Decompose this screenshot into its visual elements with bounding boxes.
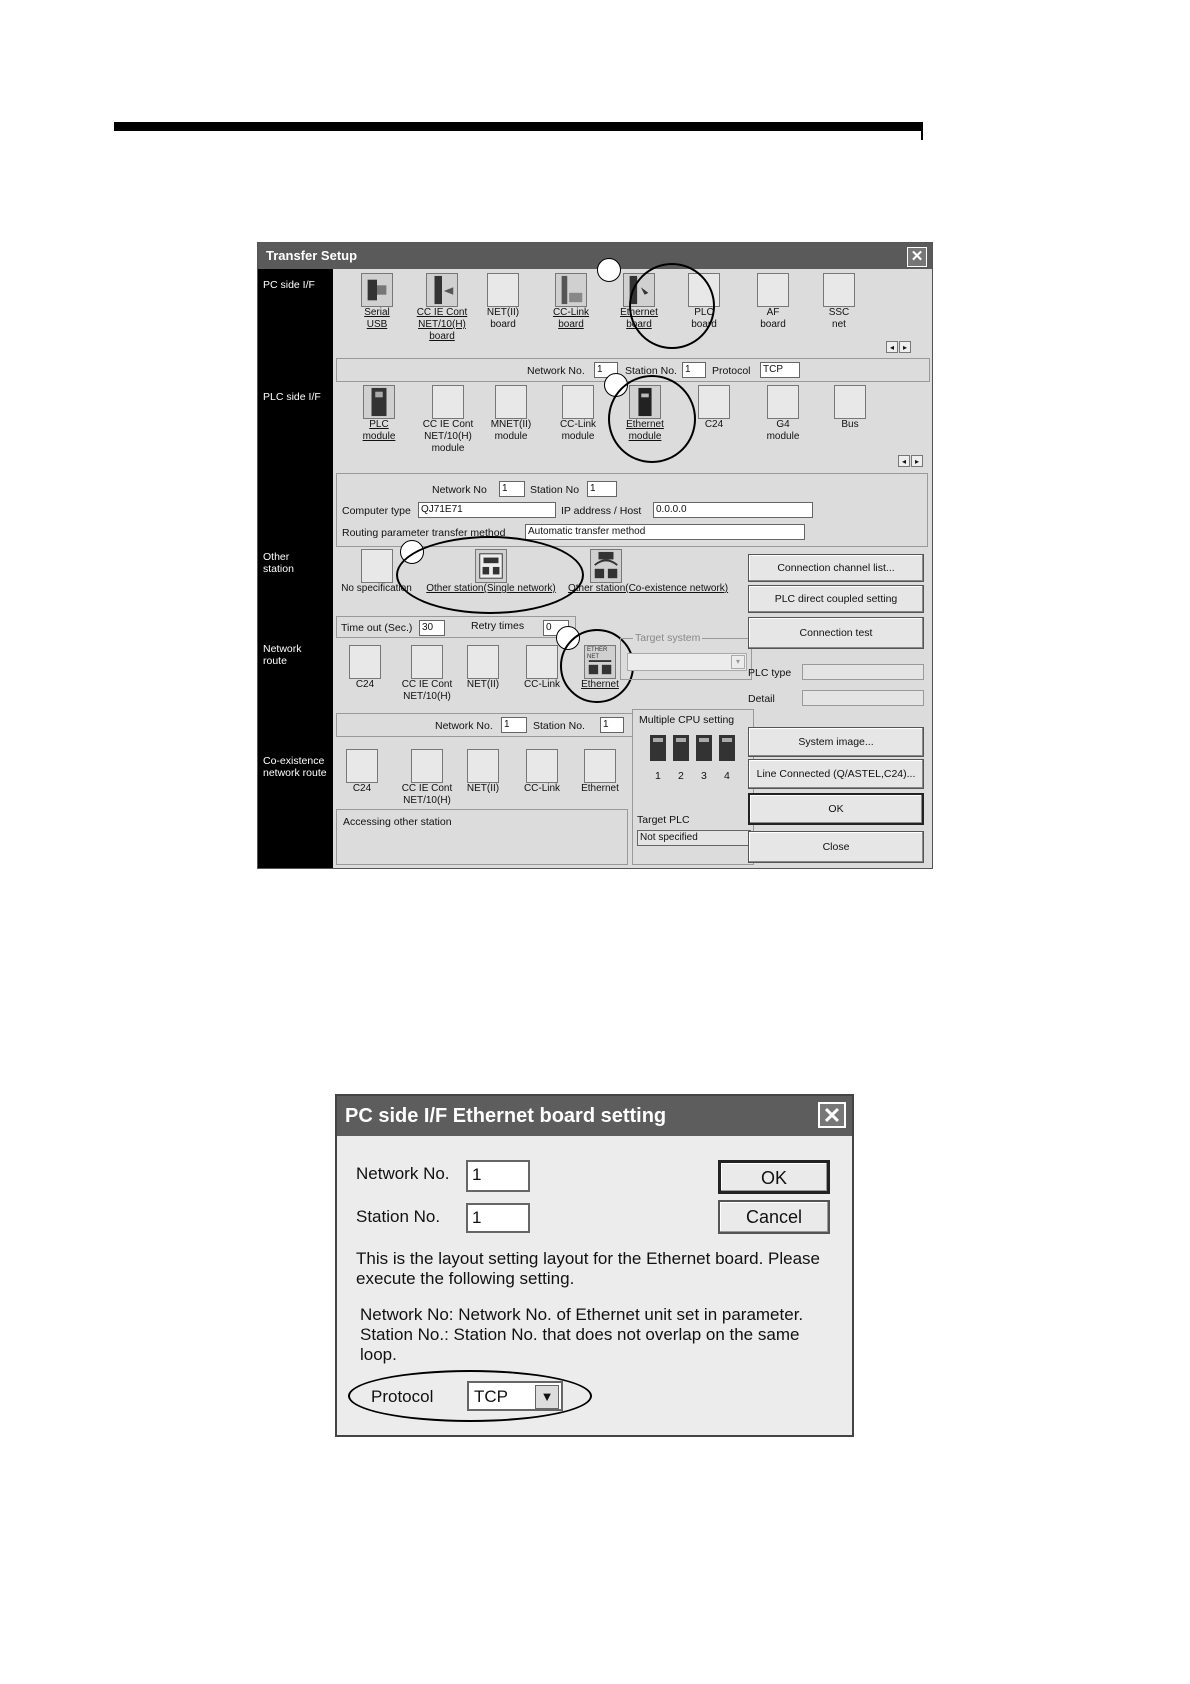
multiple-cpu-group: Multiple CPU setting 1 2 3 4 Target PLC Not specified (632, 709, 754, 865)
board-card-icon (426, 273, 458, 307)
callout-marker (597, 258, 621, 282)
plc-type-field (802, 664, 924, 680)
ok-button[interactable]: OK (718, 1160, 830, 1194)
route-cc-link[interactable]: CC-Link (519, 645, 565, 691)
route-icon (411, 645, 443, 679)
plc-info-group: Network No 1 Station No 1 Computer type QJ71E71 IP address / Host 0.0.0.0 Routing parameter transfer method Automatic transfer method (336, 473, 928, 547)
network-field[interactable]: 1 (466, 1160, 530, 1192)
timeout-field[interactable]: 30 (419, 620, 445, 636)
board-icon (757, 273, 789, 307)
plc-network-field[interactable]: 1 (499, 481, 525, 497)
ip-address-field[interactable]: 0.0.0.0 (653, 502, 813, 518)
routing-method-field[interactable]: Automatic transfer method (525, 524, 805, 540)
serial-port-icon (361, 273, 393, 307)
route-ethernet[interactable]: ETHER NET Ethernet (581, 647, 619, 690)
station-icon (361, 549, 393, 583)
module-icon (834, 385, 866, 419)
detail-field (802, 690, 924, 706)
dropdown-arrow-icon: ▾ (731, 655, 745, 669)
coex-c24[interactable]: C24 (339, 749, 385, 795)
transfer-setup-window: Transfer Setup ✕ PC side I/F PLC side I/F Other station Network route Co-existence network route Serial USB CC IE Cont NET/10(H) board NET(II) board CC-Link board Ethernet board PLC board AF board SSC net ◂ ▸ Network No. 1 Station No. 1 Protocol TCP PLC module CC IE Cont NET/10(H) module MNET(II) module CC-Link module Ethernet module C24 G4 module Bus ◂ ▸ Network No 1 Station No 1 Computer type QJ71E71 IP address / Host 0.0.0.0 Routing parameter transfer method Automatic transfer method No specification Other station(Single network) Other station(Co-existence network) Time out (Sec.) 30 Retry times 0 C24 CC IE Cont NET/10(H) NET(II) CC-Link ETHER NET Ethernet Target system ▾ Network No. 1 Station No. 1 Multiple CPU setting 1 2 3 4 Target PLC Not specified C24 CC IE Cont NET/10(H) NET(II) CC-Link Ethernet Accessing other station Connection channel list... PLC direct coupled setting Connection test PLC type Detail System image... Line Connected (Q/ASTEL,C24)... OK Close (257, 242, 933, 869)
system-image-button[interactable]: System image... (748, 727, 924, 757)
station-label: Station No. (356, 1207, 441, 1226)
line-connected-button[interactable]: Line Connected (Q/ASTEL,C24)... (748, 759, 924, 789)
target-system-select[interactable] (627, 653, 747, 671)
route-network-field[interactable]: 1 (501, 717, 527, 733)
plc-if-c24[interactable]: C24 (691, 385, 737, 431)
module-icon (698, 385, 730, 419)
pc-if-cc-link-board[interactable]: CC-Link board (548, 273, 594, 331)
route-station-field[interactable]: 1 (600, 717, 624, 733)
station-field[interactable]: 1 (466, 1203, 530, 1233)
section-column (258, 269, 333, 868)
module-icon (495, 385, 527, 419)
section-other-station: Other station (263, 551, 294, 575)
board-card-icon (555, 273, 587, 307)
coex-ethernet[interactable]: Ethernet (575, 749, 625, 795)
pc-if-ethernet-board[interactable]: Ethernet board (614, 273, 664, 331)
plc-if-plc-module[interactable]: PLC module (356, 385, 402, 443)
route-cc-ie[interactable]: CC IE Cont NET/10(H) (394, 645, 460, 703)
other-station-single-network[interactable]: Other station(Single network) (421, 549, 561, 595)
section-plc-side: PLC side I/F (263, 391, 321, 403)
pc-protocol-field[interactable]: TCP (760, 362, 800, 378)
scroll-right-icon[interactable]: ▸ (899, 341, 911, 353)
route-icon (467, 749, 499, 783)
header-rule-tick (921, 122, 923, 140)
callout-circle (608, 375, 696, 463)
ethernet-route-icon: ETHER NET (584, 645, 616, 679)
section-network-route: Network route (263, 643, 302, 667)
ethernet-board-dialog (335, 1094, 854, 1437)
pc-if-net-board[interactable]: NET(II) board (480, 273, 526, 331)
route-c24[interactable]: C24 (342, 645, 388, 691)
cpu-2-icon[interactable] (670, 734, 692, 762)
section-coexistence-route: Co-existence network route (263, 755, 327, 779)
scroll-right-icon[interactable]: ▸ (911, 455, 923, 467)
pc-if-af-board[interactable]: AF board (750, 273, 796, 331)
pc-station-field[interactable]: 1 (682, 362, 706, 378)
plc-if-cc-ie-module[interactable]: CC IE Cont NET/10(H) module (415, 385, 481, 455)
pc-if-plc-board[interactable]: PLC board (681, 273, 727, 331)
plc-if-cc-link-module[interactable]: CC-Link module (553, 385, 603, 443)
route-icon (346, 749, 378, 783)
section-pc-side: PC side I/F (263, 279, 315, 291)
route-net[interactable]: NET(II) (460, 645, 506, 691)
plc-station-field[interactable]: 1 (587, 481, 617, 497)
pc-if-serial-usb[interactable]: Serial USB (354, 273, 400, 331)
module-icon (767, 385, 799, 419)
callout-ellipse (396, 536, 584, 614)
plc-if-g4-module[interactable]: G4 module (760, 385, 806, 443)
header-rule (114, 122, 923, 131)
board-icon (823, 273, 855, 307)
connection-channel-list-button[interactable]: Connection channel list... (748, 554, 924, 582)
scroll-left-icon[interactable]: ◂ (898, 455, 910, 467)
dialog-title: PC side I/F Ethernet board setting (345, 1105, 667, 1127)
cancel-button[interactable]: Cancel (718, 1200, 830, 1234)
close-icon[interactable]: ✕ (907, 247, 927, 267)
plc-if-bus[interactable]: Bus (827, 385, 873, 431)
dropdown-arrow-icon[interactable]: ▼ (535, 1385, 559, 1409)
pc-network-field[interactable]: 1 (594, 362, 618, 378)
coex-net[interactable]: NET(II) (460, 749, 506, 795)
other-station-no-spec[interactable]: No specification (339, 549, 414, 595)
coex-cc-ie[interactable]: CC IE Cont NET/10(H) (394, 749, 460, 807)
plc-module-icon (363, 385, 395, 419)
coex-cc-link[interactable]: CC-Link (519, 749, 565, 795)
target-plc-field: Not specified (637, 830, 751, 846)
protocol-label: Protocol (371, 1387, 434, 1406)
target-system-group: Target system ▾ (620, 638, 752, 680)
ok-button[interactable]: OK (748, 793, 924, 825)
board-icon (487, 273, 519, 307)
scroll-left-icon[interactable]: ◂ (886, 341, 898, 353)
close-button[interactable]: Close (748, 831, 924, 863)
status-box: Accessing other station (336, 809, 628, 865)
retry-field[interactable]: 0 (543, 620, 569, 636)
plc-if-ethernet-module[interactable]: Ethernet module (620, 385, 670, 443)
plc-if-mnet-module[interactable]: MNET(II) module (486, 385, 536, 443)
route-icon (467, 645, 499, 679)
module-icon (562, 385, 594, 419)
route-icon (526, 645, 558, 679)
route-icon (411, 749, 443, 783)
callout-circle (629, 263, 715, 349)
route-icon (526, 749, 558, 783)
cpu-4-icon[interactable] (716, 734, 738, 762)
network-label: Network No. (356, 1164, 450, 1183)
title-bar (258, 243, 932, 269)
pc-if-ssc-net[interactable]: SSC net (816, 273, 862, 331)
close-icon[interactable]: ✕ (818, 1102, 846, 1128)
computer-type-field[interactable]: QJ71E71 (418, 502, 556, 518)
other-station-coexistence[interactable]: Other station(Co-existence network) (568, 549, 728, 595)
plc-direct-coupled-button[interactable]: PLC direct coupled setting (748, 585, 924, 613)
cpu-3-icon[interactable] (693, 734, 715, 762)
description-text: This is the layout setting layout for the Ethernet board. Please execute the following setting. (356, 1249, 820, 1288)
route-icon (349, 645, 381, 679)
module-icon (432, 385, 464, 419)
coexistence-network-icon (590, 549, 622, 583)
timeout-bar: Time out (Sec.) 30 Retry times 0 (336, 616, 576, 638)
dialog-title-bar (337, 1096, 852, 1136)
route-info-bar: Network No. 1 Station No. 1 (336, 713, 638, 737)
window-title: Transfer Setup (266, 248, 358, 263)
protocol-select[interactable]: TCP ▼ (467, 1381, 563, 1411)
route-icon (584, 749, 616, 783)
pc-if-cc-ie-board[interactable]: CC IE Cont NET/10(H) board (409, 273, 475, 343)
pc-info-bar: Network No. 1 Station No. 1 Protocol TCP (336, 358, 930, 382)
note-text: Network No: Network No. of Ethernet unit set in parameter. Station No.: Station No. that does not overlap on the same loop. (360, 1305, 804, 1364)
callout-ellipse (348, 1370, 592, 1422)
cpu-1-icon[interactable] (647, 734, 669, 762)
connection-test-button[interactable]: Connection test (748, 617, 924, 649)
